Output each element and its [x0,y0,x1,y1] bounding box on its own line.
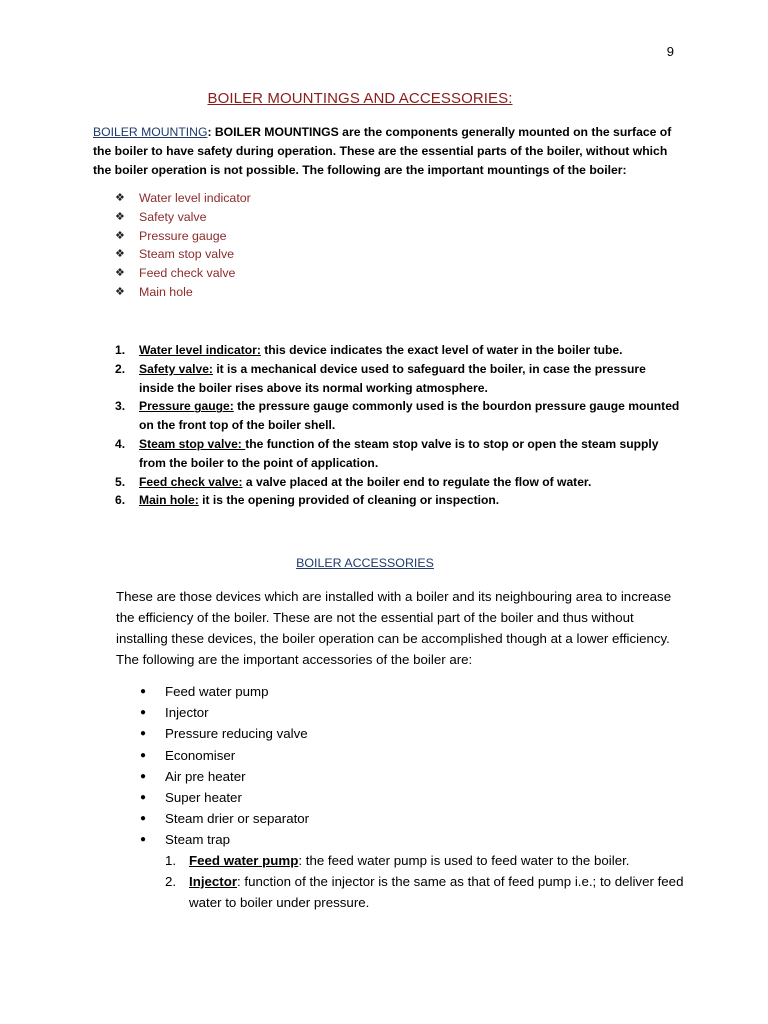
intro-text: : BOILER MOUNTINGS are the components generally mounted on the surface of the boiler to have safety during operation. These are the essential parts of the boiler, without which the boiler operation is not possible. The following are the important mountings of the boiler: [93,125,672,177]
list-item: ● Pressure reducing valve [140,723,309,744]
section-heading: BOILER ACCESSORIES [296,556,434,570]
page-number: 9 [666,44,674,59]
list-item: ● Air pre heater [140,766,309,787]
accessories-paragraph: These are those devices which are installed with a boiler and its neighbouring area to increase the efficiency of the boiler. These are not the essential part of the boiler and thus without installing these devices, the boiler operation can be accomplished though at a lower efficiency. The following are the important accessories of the boiler are: [116,589,672,667]
list-item: ❖ Feed check valve [115,264,251,283]
mounting-details-list [115,341,680,510]
list-item: 4. Steam stop valve: the function of the steam stop valve is to stop or open the steam supply from the boiler to the point of application. [115,436,659,470]
diamond-bullet-icon: ❖ [115,285,125,298]
bullet-dot-icon: ● [140,834,147,846]
intro-paragraph [93,123,678,180]
accessories-list [140,681,309,851]
bullet-dot-icon: ● [140,813,147,825]
bullet-dot-icon: ● [140,707,147,719]
list-item: 3. Pressure gauge: the pressure gauge commonly used is the bourdon pressure gauge mounted on the front top of the boiler shell. [115,399,680,433]
list-item: ● Economiser [140,745,309,766]
page-title: BOILER MOUNTINGS AND ACCESSORIES: [207,90,513,107]
list-item: ● Super heater [140,787,309,808]
mountings-list [115,189,251,302]
list-item: ● Steam trap [140,829,309,850]
list-item: ● Feed water pump [140,681,309,702]
list-item: ❖ Main hole [115,283,251,302]
list-item: ● Injector [140,702,309,723]
diamond-bullet-icon: ❖ [115,248,125,261]
list-item: 2. Safety valve: it is a mechanical device used to safeguard the boiler, in case the pressure inside the boiler rises above its normal working atmosphere. [115,361,646,395]
list-item: 1. Water level indicator: this device indicates the exact level of water in the boiler tube. [115,343,623,357]
bullet-dot-icon: ● [140,728,147,740]
bullet-dot-icon: ● [140,770,147,782]
intro-lead: BOILER MOUNTING [93,125,208,139]
bullet-dot-icon: ● [140,749,147,761]
list-item: 5. Feed check valve: a valve placed at the boiler end to regulate the flow of water. [115,474,592,489]
list-item: 1. Feed water pump: the feed water pump is used to feed water to the boiler. [165,853,630,868]
list-item: ❖ Safety valve [115,208,251,227]
accessory-details-list [165,850,685,913]
diamond-bullet-icon: ❖ [115,267,125,280]
list-item: 6. Main hole: it is the opening provided of cleaning or inspection. [115,493,500,508]
bullet-dot-icon: ● [140,792,147,804]
diamond-bullet-icon: ❖ [115,192,125,204]
list-item: ❖ Pressure gauge [115,227,251,246]
list-item: ❖ Water level indicator [115,189,251,208]
list-item: 2. Injector: function of the injector is the same as that of feed pump i.e.; to deliver feed water to boiler under pressure. [165,874,684,910]
list-item: ❖ Steam stop valve [115,245,251,264]
diamond-bullet-icon: ❖ [115,210,125,223]
diamond-bullet-icon: ❖ [115,229,125,242]
bullet-dot-icon: ● [140,686,147,697]
list-item: ● Steam drier or separator [140,808,309,829]
